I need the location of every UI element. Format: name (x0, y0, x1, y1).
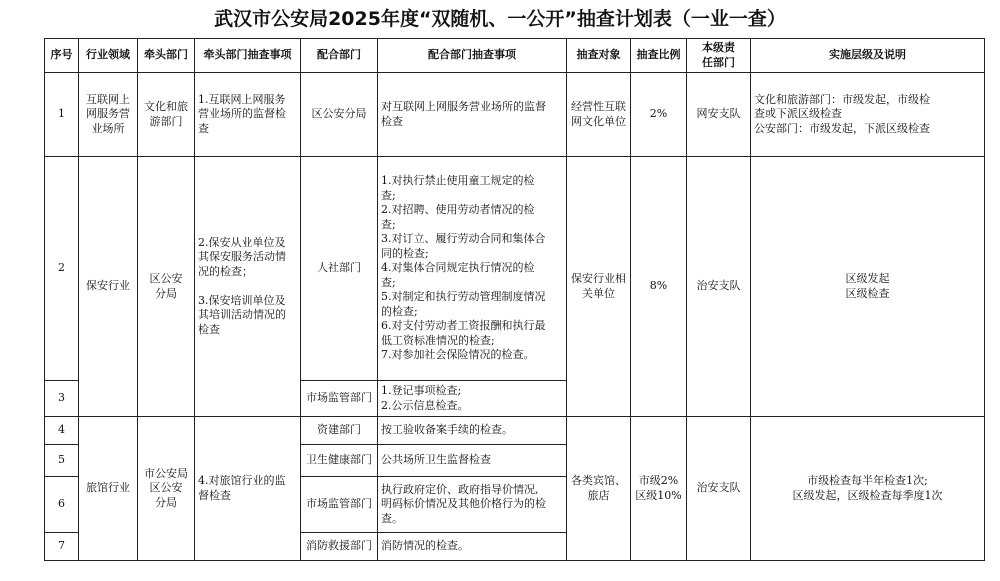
coop-items-cell: 消防情况的检查。 (378, 533, 567, 561)
coop-dept-cell: 市场监管部门 (301, 477, 378, 533)
header-lead-items: 牵头部门抽查事项 (195, 39, 301, 73)
seq-cell: 6 (45, 477, 79, 533)
resp-dept-cell: 网安支队 (687, 73, 751, 157)
target-cell: 保安行业相 关单位 (567, 157, 631, 417)
header-seq: 序号 (45, 39, 79, 73)
header-level: 实施层级及说明 (751, 39, 985, 73)
seq-cell: 3 (45, 381, 79, 417)
level-cell: 市级检查每半年检查1次; 区级发起，区级检查每季度1次 (751, 417, 985, 561)
header-ratio: 抽查比例 (631, 39, 687, 73)
coop-items-cell: 公共场所卫生监督检查 (378, 445, 567, 477)
inspection-plan-table (44, 38, 985, 561)
header-coop-dept: 配合部门 (301, 39, 378, 73)
table-row (45, 157, 985, 381)
ratio-cell: 8% (631, 157, 687, 417)
header-industry: 行业领域 (79, 39, 138, 73)
header-target: 抽查对象 (567, 39, 631, 73)
header-coop-items: 配合部门抽查事项 (378, 39, 567, 73)
coop-items-cell: 1.对执行禁止使用童工规定的检 查; 2.对招聘、使用劳动者情况的检 查; 3.对订立、履行劳动合同和集体合 同的检查; 4.对集体合同规定执行情况的检 查; 5.对制定和执行劳动管理制度情况 的检查; 6.对支付劳动者工资报酬和执行最 低工资标准情况的检查; 7.对参加社会保险情况的检查。 (378, 157, 567, 381)
industry-cell: 保安行业 (79, 157, 138, 417)
coop-items-cell: 1.登记事项检查; 2.公示信息检查。 (378, 381, 567, 417)
coop-dept-cell: 资建部门 (301, 417, 378, 445)
header-resp-dept: 本级责 任部门 (687, 39, 751, 73)
industry-cell: 旅馆行业 (79, 417, 138, 561)
industry-cell: 互联网上 网服务营 业场所 (79, 73, 138, 157)
ratio-cell: 2% (631, 73, 687, 157)
lead-dept-cell: 文化和旅 游部门 (138, 73, 195, 157)
level-cell: 文化和旅游部门：市级发起，市级检 查或下派区级检查 公安部门：市级发起，下派区级检查 (751, 73, 985, 157)
lead-dept-cell: 区公安 分局 (138, 157, 195, 417)
lead-items-cell: 2.保安从业单位及 其保安服务活动情 况的检查； 3.保安培训单位及 其培训活动情况的 检查 (195, 157, 301, 417)
lead-dept-cell: 市公安局 区公安 分局 (138, 417, 195, 561)
coop-dept-cell: 区公安分局 (301, 73, 378, 157)
header-lead-dept: 牵头部门 (138, 39, 195, 73)
page-title: 武汉市公安局2025年度“双随机、一公开”抽查计划表（一业一查） (214, 8, 786, 30)
table-row (45, 417, 985, 445)
ratio-cell: 市级2% 区级10% (631, 417, 687, 561)
coop-dept-cell: 市场监管部门 (301, 381, 378, 417)
seq-cell: 7 (45, 533, 79, 561)
header-row (45, 39, 985, 73)
coop-dept-cell: 人社部门 (301, 157, 378, 381)
level-cell: 区级发起 区级检查 (751, 157, 985, 417)
lead-items-cell: 4.对旅馆行业的监 督检查 (195, 417, 301, 561)
coop-items-cell: 对互联网上网服务营业场所的监督 检查 (378, 73, 567, 157)
table-row (45, 73, 985, 157)
coop-items-cell: 按工验收备案手续的检查。 (378, 417, 567, 445)
seq-cell: 4 (45, 417, 79, 445)
seq-cell: 1 (45, 73, 79, 157)
seq-cell: 2 (45, 157, 79, 381)
seq-cell: 5 (45, 445, 79, 477)
target-cell: 经营性互联 网文化单位 (567, 73, 631, 157)
coop-dept-cell: 消防救援部门 (301, 533, 378, 561)
target-cell: 各类宾馆、 旅店 (567, 417, 631, 561)
coop-items-cell: 执行政府定价、政府指导价情况, 明码标价情况及其他价格行为的检 查。 (378, 477, 567, 533)
coop-dept-cell: 卫生健康部门 (301, 445, 378, 477)
resp-dept-cell: 治安支队 (687, 157, 751, 417)
lead-items-cell: 1.互联网上网服务 营业场所的监督检 查 (195, 73, 301, 157)
resp-dept-cell: 治安支队 (687, 417, 751, 561)
